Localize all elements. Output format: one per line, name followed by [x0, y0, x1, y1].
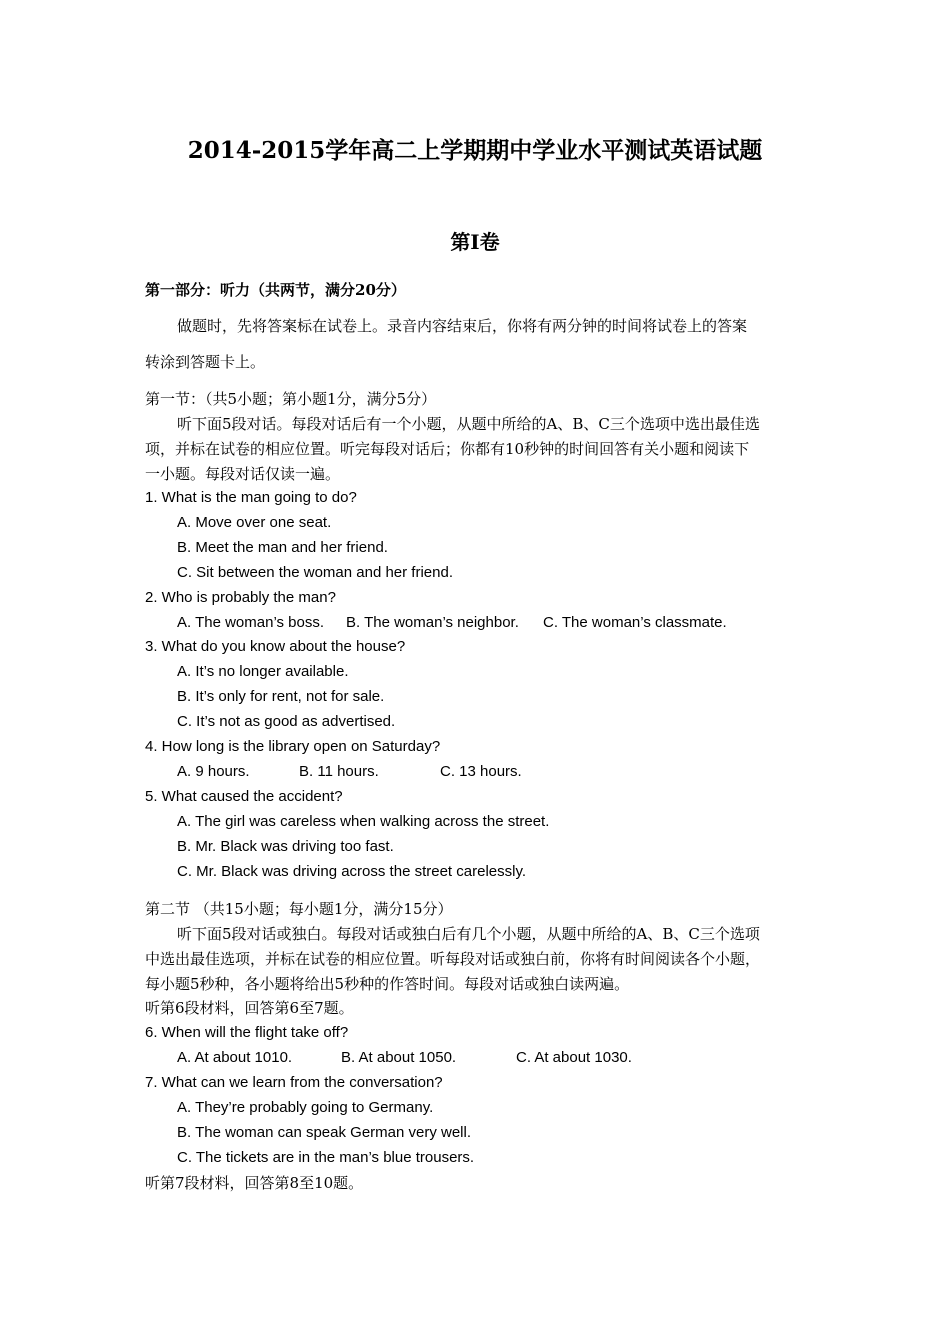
question-3-option-c: C. It’s not as good as advertised. — [177, 713, 396, 730]
section1-intro-line1: 听下面5段对话。每段对话后有一个小题，从题中所给的A、B、C三个选项中选出最佳选 — [177, 415, 760, 433]
question-2-option-a: A. The woman’s boss. — [177, 614, 325, 631]
question-6-option-c: C. At about 1030. — [516, 1049, 632, 1066]
material-7-note: 听第7段材料，回答第8至10题。 — [145, 1174, 364, 1192]
question-7-option-c: C. The tickets are in the man’s blue trousers. — [177, 1149, 475, 1166]
question-3-stem: 3. What do you know about the house? — [145, 638, 406, 655]
question-5-option-a: A. The girl was careless when walking across the street. — [177, 813, 550, 830]
question-3-option-b: B. It’s only for rent, not for sale. — [177, 688, 385, 705]
part1-instruction-line1: 做题时，先将答案标在试卷上。录音内容结束后，你将有两分钟的时间将试卷上的答案 — [177, 317, 748, 335]
section1-intro-line3: 一小题。每段对话仅读一遍。 — [145, 465, 341, 483]
question-7-stem: 7. What can we learn from the conversation? — [145, 1074, 443, 1091]
exam-title: 2014-2015学年高二上学期期中学业水平测试英语试题 — [187, 137, 763, 164]
question-1-stem: 1. What is the man going to do? — [145, 489, 357, 506]
question-4-stem: 4. How long is the library open on Saturday? — [145, 738, 441, 755]
question-5-option-b: B. Mr. Black was driving too fast. — [177, 838, 394, 855]
question-5-stem: 5. What caused the accident? — [145, 788, 343, 805]
question-7-option-b: B. The woman can speak German very well. — [177, 1124, 472, 1141]
section2-intro-line1: 听下面5段对话或独白。每段对话或独白后有几个小题，从题中所给的A、B、C三个选项 — [177, 925, 760, 943]
question-4-option-b: B. 11 hours. — [299, 763, 379, 780]
section2-intro-line3: 每小题5秒种，各小题将给出5秒种的作答时间。每段对话或独白读两遍。 — [145, 975, 630, 993]
section2-heading: 第二节 （共15小题；每小题1分，满分15分） — [145, 900, 453, 918]
section2-intro-line2: 中选出最佳选项，并标在试卷的相应位置。听每段对话或独白前，你将有时间阅读各个小题， — [145, 950, 761, 968]
volume-heading: 第Ⅰ卷 — [450, 230, 500, 254]
question-1-option-a: A. Move over one seat. — [177, 514, 332, 531]
question-3-option-a: A. It’s no longer available. — [177, 663, 349, 680]
section1-intro-line2: 项，并标在试卷的相应位置。听完每段对话后；你都有10秒钟的时间回答有关小题和阅读下 — [145, 440, 750, 458]
question-1-option-b: B. Meet the man and her friend. — [177, 539, 388, 556]
part1-heading: 第一部分：听力（共两节，满分20分） — [145, 281, 406, 299]
question-2-stem: 2. Who is probably the man? — [145, 589, 336, 606]
question-5-option-c: C. Mr. Black was driving across the street carelessly. — [177, 863, 526, 880]
section1-heading: 第一节：（共5小题；第小题1分，满分5分） — [145, 390, 437, 408]
question-4-option-c: C. 13 hours. — [440, 763, 522, 780]
question-7-option-a: A. They’re probably going to Germany. — [177, 1099, 434, 1116]
question-4-option-a: A. 9 hours. — [177, 763, 250, 780]
question-6-stem: 6. When will the flight take off? — [145, 1024, 349, 1041]
question-2-option-c: C. The woman’s classmate. — [543, 614, 727, 631]
material-6-note: 听第6段材料，回答第6至7题。 — [145, 999, 354, 1017]
question-6-option-a: A. At about 1010. — [177, 1049, 293, 1066]
question-1-option-c: C. Sit between the woman and her friend. — [177, 564, 453, 581]
part1-instruction-line2: 转涂到答题卡上。 — [145, 353, 266, 371]
question-6-option-b: B. At about 1050. — [341, 1049, 457, 1066]
question-2-option-b: B. The woman’s neighbor. — [346, 614, 519, 631]
